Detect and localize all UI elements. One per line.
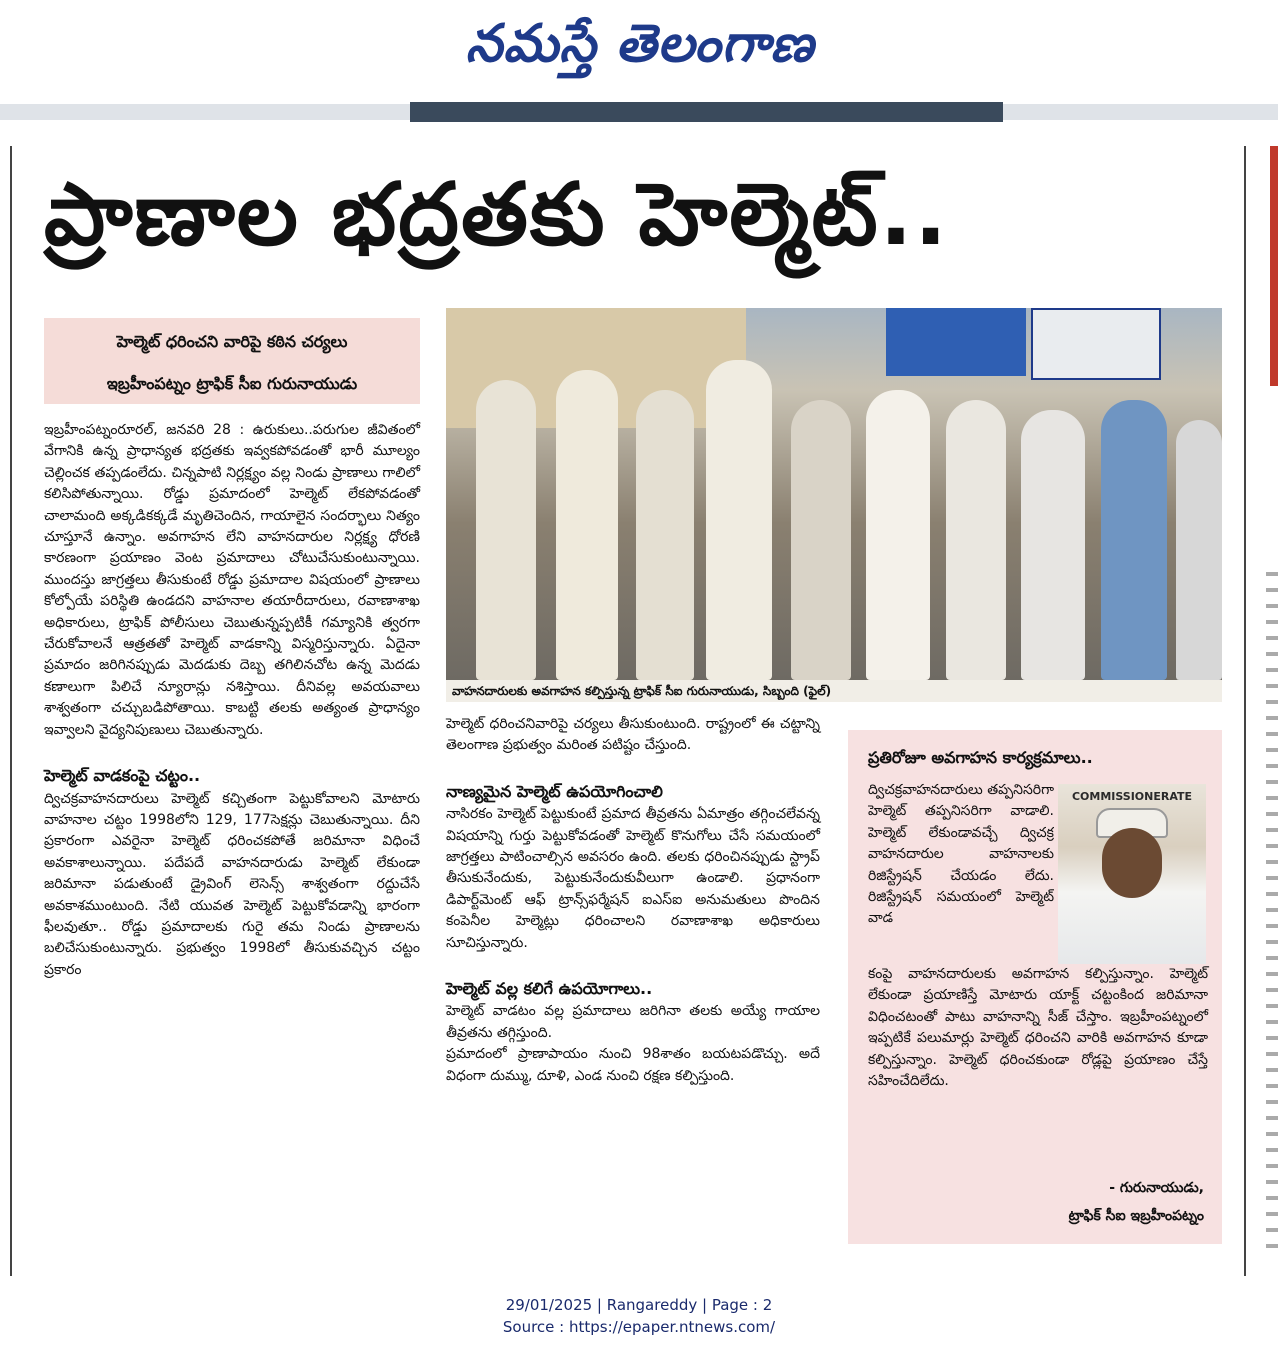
photo-person [706,360,772,680]
top-rule-dark [410,102,1003,122]
left-border-rule [10,146,12,1276]
sidebar-signature-title: ట్రాఫిక్ సీఐ ఇబ్రహీంపట్నం [1068,1208,1204,1224]
masthead [0,0,1278,100]
photo-office-sign [886,308,1026,376]
photo-person [636,390,694,680]
sidebar-paragraph-narrow: ద్విచక్రవాహనదారులు తప్పనిసరిగా హెల్మెట్ తప్పనిసరిగా వాడాలి. హెల్మెట్ లేకుండావచ్చే ద్విచక్ర వాహనదారుల వాహనాలకు రిజిస్ట్రేషన్ చేయడం లేదు. రిజిస్ట్రేషన్ సమయంలో హెల్మెట్ వాడ [868,782,1054,927]
footer-source-line: Source : https://epaper.ntnews.com/ [502,1318,776,1336]
photo-person [476,380,536,680]
masthead-logo: నమస్తే తెలంగాణ [465,14,815,74]
photo-person [1021,410,1085,680]
photo-person [1101,400,1167,680]
photo-person [946,400,1006,680]
subheading: హెల్మెట్ వాడకంపై చట్టం.. [44,766,201,786]
right-border-rule [1244,146,1246,1276]
sidebar-title: ప్రతిరోజూ అవగాహన కార్యక్రమాలు.. [868,748,1093,767]
sidebar-body [868,780,1208,1092]
sidebar-box [848,730,1222,1244]
photo-aadhaar-sign [1031,308,1161,380]
photo-person [556,370,618,680]
subheading: నాణ్యమైన హెల్మెట్ ఉపయోగించాలి [446,781,663,801]
adjacent-article-text-edge [1266,560,1278,1260]
page-footer [0,1294,1278,1338]
kicker-line-1: హెల్మెట్ ధరించని వారిపై కఠిన చర్యలు [116,332,348,351]
article-column-1 [44,420,420,981]
body-paragraph: ద్విచక్రవాహనదారులు హెల్మెట్ కచ్చితంగా పెట్టుకోవాలని మోటారు వాహనాల చట్టం 1998లోని 129, 177సెక్షన్లు చెబుతున్నాయి. దీని ప్రకారంగా ఎవరైనా హెల్మెట్ ధరించకపోతే జరిమానా విధించే అవకాశాలున్నాయి. పదేపదే వాహనదారుడు హెల్మెట్ లేకుండా జరిమానా పడుతుంటే డ్రైవింగ్ లెసెన్స్ శాశ్వతంగా రద్దుచేసే అవకాశముంటుంది. నేటి యువత హెల్మెట్ పెట్టుకోవడాన్ని భారంగా ఫీలవుతూ.. రోడ్డు ప్రమాదాలకు గురై తమ నిండు ప్రాణాలను బలిచేసుకుంటున్నారు. ప్రభుత్వం 1998లో తీసుకువచ్చిన చట్టం ప్రకారం [44,790,420,978]
body-paragraph: హెల్మెట్ ధరించనివారిపై చర్యలు తీసుకుంటుంది. రాష్ట్రంలో ఈ చట్టాన్ని తెలంగాణ ప్రభుత్వం మరింత పటిష్టం చేస్తుంది. [446,716,820,754]
portrait-backdrop-label: COMMISSIONERATE [1071,790,1193,803]
adjacent-article-edge [1270,146,1278,386]
body-paragraph: ప్రమాదంలో ప్రాణాపాయం నుంచి 98శాతం బయటపడొచ్చు. అదే విధంగా దుమ్ము, దూళి, ఎండ నుంచి రక్షణ కల్పిస్తుంది. [446,1046,820,1084]
sidebar-paragraph-wide: కంపై వాహనదారులకు అవగాహన కల్పిస్తున్నాం. హెల్మెట్ లేకుండా ప్రయాణిస్తే మోటారు యాక్ట్ చట్టంకింద జరిమానా విధించటంతో పాటు వాహనాన్ని సీజ్ చేస్తాం. ఇబ్రహీంపట్నంలో ఇప్పటికే పలుమార్లు హెల్మెట్ ధరించని వారికి అవగాహన కూడా కల్పిస్తున్నాం. హెల్మెట్ ధరించకుండా రోడ్లపై ప్రయాణం చేస్తే సహించేదిలేదు. [868,966,1208,1090]
kicker-line-2: ఇబ్రహీంపట్నం ట్రాఫిక్ సీఐ గురునాయుడు [106,374,358,393]
subheading: హెల్మెట్ వల్ల కలిగే ఉపయోగాలు.. [446,979,653,999]
article-column-2 [446,714,820,1087]
sidebar-signature-name: - గురునాయుడు, [1109,1180,1204,1196]
photo-person [791,400,851,680]
body-paragraph: నాసిరకం హెల్మెట్ పెట్టుకుంటే ప్రమాద తీవ్రతను ఏమాత్రం తగ్గించలేవన్న విషయాన్ని గుర్తు పెట్టుకోవడంతో హెల్మెట్ కొనుగోలు చేసే సమయంలో జాగ్రత్తలు పాటించాల్సిన అవసరం ఉంది. తలకు ధరించినప్పుడు స్ట్రాప్ తీసుకునేందుకు, పెట్టుకునేందుకువీలుగా ఉండాలి. ప్రధానంగా డిపార్ట్‌మెంట్ ఆఫ్ ట్రాన్స్‌ఫర్మేషన్ ఐఎస్ఐ అనుమతులు పొందిన కంపెనీల హెల్మెట్లు ధరించాలని రవాణాశాఖ అధికారులు సూచిస్తున్నారు. [446,806,820,951]
article-headline: ప్రాణాల భద్రతకు హెల్మెట్.. [44,165,949,265]
article-kicker [44,318,420,404]
photo-person [866,390,930,680]
photo-caption: వాహనదారులకు అవగాహన కల్పిస్తున్న ట్రాఫిక్ సీఐ గురునాయుడు, సిబ్బంది (ఫైల్) [446,680,1222,702]
photo-person [1176,420,1222,680]
body-paragraph: హెల్మెట్ వాడటం వల్ల ప్రమాదాలు జరిగినా తలకు అయ్యే గాయాల తీవ్రతను తగ్గిస్తుంది. [446,1003,820,1041]
news-photo [446,308,1222,680]
body-paragraph: ఇబ్రహీంపట్నంరూరల్, జనవరి 28 : ఉరుకులు..పరుగుల జీవితంలో వేగానికి ఉన్న ప్రాధాన్యత భద్రతకు ఇవ్వకపోవడంతో భారీ మూల్యం చెల్లించక తప్పడంలేదు. చిన్నపాటి నిర్లక్ష్యం వల్ల నిండు ప్రాణాలు గాలిలో కలిసిపోతున్నాయి. రోడ్డు ప్రమాదంలో హెల్మెట్ లేకపోవడంతో చాలామంది అక్కడికక్కడే మృతిచెందిన, గాయాలైన సందర్భాలు నిత్యం చూస్తూనే ఉన్నాం. అవగాహన లేని వాహనదారుల నిర్లక్ష్య ధోరణి కారణంగా ప్రయాణం వెంట ప్రమాదాలు చోటుచేసుకుంటున్నాయి. ముందస్తు జాగ్రత్తలు తీసుకుంటే రోడ్డు ప్రమాదాల విషయంలో ప్రాణాలు కోల్పోయే పరిస్థితి ఉండదని వాహనాల తయారీదారులు, రవాణాశాఖ అధికారులు, ట్రాఫిక్ పోలీసులు చెబుతున్నప్పటికీ గమ్యానికి త్వరగా చేరుకోవాలనే ఆత్రతతో హెల్మెట్ వాడకాన్ని విస్మరిస్తున్నారు. ఏదైనా ప్రమాదం జరిగినప్పుడు మెదడుకు దెబ్బ తగిలినచోట ఉన్న మెదడు కణాలుగా పిలిచే న్యూరాన్లు నశిస్తాయి. దీనివల్ల అవయవాలు శాశ్వతంగా చచ్చుబడిపోతాయి. కాబట్టి తలకు అత్యంత ప్రాధాన్యం ఇవ్వాలని వైద్యనిపుణులు చెబుతున్నారు. [44,422,420,738]
footer-date-line: 29/01/2025 | Rangareddy | Page : 2 [505,1296,773,1314]
